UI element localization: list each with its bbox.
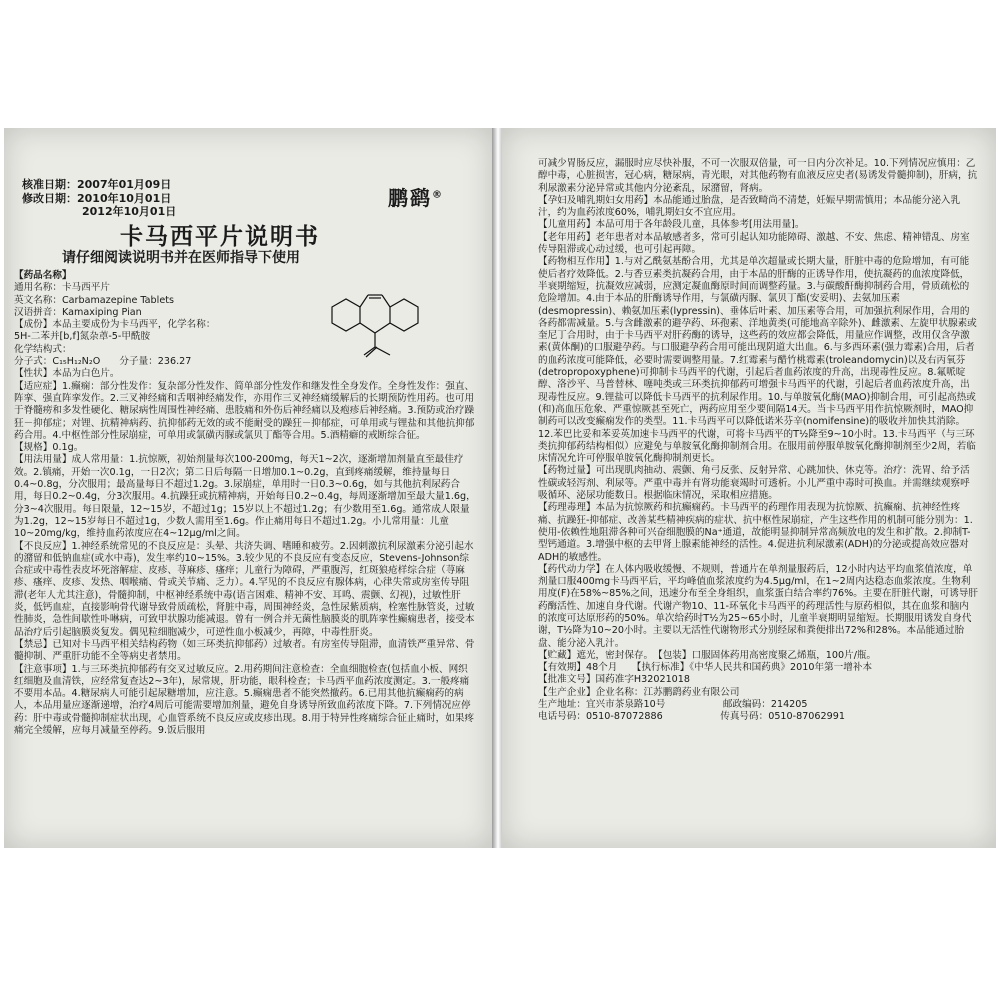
chemical-name: 5H-二苯并[b,f]氮杂䓬-5-甲酰胺 [14,331,151,343]
pregnancy-section: 【孕妇及哺乳期妇女用药】本品能通过胎盘，是否致畸尚不清楚，妊娠早期需慎用；本品能分泌入乳汁，约为血药浓度60%，哺乳期妇女不宜应用。 [538,194,961,219]
english-name: 英文名称：Carbamazepine Tablets [14,294,174,306]
manufacturer: 【生产企业】企业名称：江苏鹏鹞药业有限公司 [538,686,740,698]
approval-number: 【批准文号】国药准字H32021018 [538,674,690,686]
contraindications: 【禁忌】已知对卡马西平相关结构药物（如三环类抗抑郁药）过敏者。有房室传导阻滞，血清铁严重异常、骨髓抑制、严重肝功能不全等病史者禁用。 [14,638,475,663]
interactions-section: 【药物相互作用】1.与对乙酰氨基酚合用，尤其是单次超量或长期大量，肝脏中毒的危险增加，有可能使后者疗效降低。2.与香豆素类抗凝药合用，由于本品的肝酶的正诱导作用，使抗凝药的血浓度降低，半衰期缩短，抗凝效应减弱，应测定凝血酶原时间而调整药量。3.与碳酸酐酶抑制药合用，骨质疏松的危险增加。4.由于本品的肝酶诱导作用，与氯磺丙脲、氯贝丁酯(安妥明)、去氨加压素(desmopressin)、赖氨加压素(lypressin)、垂体后叶素、加压素等合用，可加强抗利尿作用，合用的各药都需减量。5.与含雌激素的避孕药、环孢素、洋地黄类(可能地高辛除外)、雌激素、左旋甲状腺素或奎尼丁合用时，由于卡马西平对肝药酶的诱导，这些药的效应都会降低，用量应作调整，改用仅含孕激素(黄体酮)的口服避孕药。与口服避孕药合用可能出现阴道大出血。6.与多西环素(强力霉素)合用，后者的血药浓度可能降低，必要时需要调整用量。7.红霉素与醋竹桃霉素(troleandomycin)以及右丙氧芬(detropropoxyphene)可抑制卡马西平的代谢，引起后者血药浓度的升高，出现毒性反应。8.氟哌啶醇、洛沙平、马普替林、噻吨类或三环类抗抑郁药可增强卡马西平的代谢，引起后者血药浓度升高，出现毒性反应。9.锂盐可以降低卡马西平的抗利尿作用。10.与单胺氧化酶(MAO)抑制合用，可引起高热或(和)高血压危象、严重惊厥甚至死亡，两药应用至少要间隔14天。当卡马西平用作抗惊厥剂时，MAO抑制药可以改变癫痫发作的类型。11.卡马西平可以降低诺米芬辛(nomifensine)的吸收并加快其消除。12.苯巴比妥和苯妥英加速卡马西平的代谢，可将卡马西平的T½降至9~10小时。13.卡马西平（与三环类抗抑郁药结构相似）应避免与单胺氧化酶抑制剂合用。在服用前停服单胺氧化酶抑制剂至少2周，若临床情况允许可停服单胺氧化酶抑制剂更长。 [538,256,977,465]
precautions: 【注意事项】1.与三环类抗抑郁药有交叉过敏反应。2.用药期间注意检查：全血细胞检查(包括血小板、网织红细胞及血清铁，应经常复查达2~3年)，尿常规，肝功能，眼科检查；卡马西平血药浓度测定。3.一般疼痛不要用本品。4.糖尿病人可能引起尿糖增加，应注意。5.癫痫患者不能突然撤药。6.已用其他抗癫痫药的病人，本品用量应逐渐递增，治疗4周后可能需要增加剂量，避免自身诱导所致血药浓度下降。7.下列情况应停药：肝中毒或骨髓抑制症状出现，心血管系统不良反应或皮疹出现。8.用于特异性疼痛综合征止痛时，如果疼痛完全缓解，应每月减量至停药。9.饭后服用 [14,663,475,736]
validity: 【有效期】48个月 [538,662,618,674]
composition: 【成份】本品主要成份为卡马西平，化学名称： [14,319,216,331]
postcode: 邮政编码：214205 [722,699,808,711]
storage: 【贮藏】遮光，密封保存。 [538,649,649,661]
package: 【包装】口服固体药用高密度聚乙烯瓶，100片/瓶。 [657,649,877,661]
page-fold [492,128,502,848]
structure-label: 化学结构式： [14,343,72,355]
revision-date-2: 2012年10月01日 [82,205,177,218]
molecular-formula: 分子式：C₁₅H₁₂N₂O 分子量：236.27 [14,356,192,368]
pinyin-name: 汉语拼音：Kamaxiping Pian [14,306,142,318]
dosage: 【用法用量】成人常用量：1.抗惊厥，初始剂量每次100-200mg，每天1~2次，逐渐增加剂量直至最佳疗效。2.镇痛，开始一次0.1g，一日2次；第二日后每隔一日增加0.1~0.2g，直到疼痛缓解，维持量每日0.4~0.8g，分次服用；最高量每日不超过1.2g。3.尿崩症，单用时一日0.3~0.6g，如与其他抗利尿药合用，每日0.2~0.4g，分3次服用。4.抗躁狂或抗精神病，开始每日0.2~0.4g，每周逐渐增加至最大量1.6g，分3~4次服用。每日限量，12~15岁，不超过1g；15岁以上不超过1.2g；有少数用至1.6g。通常成人限量为1.2g，12~15岁每日不超过1g，少数人需用至1.6g。作止痛用每日不超过1.2g。小儿常用量：儿童10~20mg/kg，维持血药浓度应在4~12μg/ml之间。 [14,454,476,540]
overdose-section: 【药物过量】可出现肌肉抽动、震颤、角弓反张、反射异常、心跳加快、休克等。治疗：洗胃、给予活性碳或轻泻剂、利尿等。严重中毒并有肾功能衰竭时可透析。小儿严重中毒时可换血。并需继续观察呼吸循环、泌尿功能数日。根据临床情况，采取相应措施。 [538,465,970,502]
appearance: 【性状】本品为白色片。 [14,368,120,380]
children-section: 【儿童用药】本品可用于各年龄段儿童，具体参考[用法用量]。 [538,219,805,231]
pharmacokinetics-section: 【药代动力学】在人体内吸收缓慢、不规则，普通片在单剂量服药后，12小时内达平均血浆值浓度，单剂量口服400mg卡马西平后，平均峰值血浆浓度约为4.5μg/ml，在1~2周内达稳态血浆浓度。生物利用度(F)在58%~85%之间，迅速分布至全身组织，血浆蛋白结合率约76%。主要在肝脏代谢，可诱导肝药酶活性、加速自身代谢。代谢产物10、11-环氧化卡马西平的药理活性与原药相似，其在血浆和脑内的浓度可达原形药的50%。单次给药时T½为25~65小时，儿童半衰期明显缩短。长期服用诱发自身代谢，T½降为10~20小时。主要以无活性代谢物形式分别经尿和粪便排出72%和28%。本品能通过胎盘、能分泌入乳汁。 [538,563,978,649]
phone: 电话号码：0510-87072886 [538,711,663,723]
brand-logo: 鹏鹞® [388,186,444,210]
right-column [538,158,978,724]
document-title: 卡马西平片说明书 [120,224,320,250]
standard: 【执行标准】《中华人民共和国药典》2010年第一增补本 [636,662,873,674]
approval-date: 核准日期：2007年01月09日 [22,178,172,191]
continued-precautions: 可减少胃肠反应，漏服时应尽快补服，不可一次服双倍量，可一日内分次补足。10.下列情况应慎用：乙醇中毒，心脏损害，冠心病，糖尿病，青光眼，对其他药物有血液反应史者(易诱发骨髓抑制)，肝病，抗利尿激素分泌异常或其他内分泌紊乱，尿潴留，肾病。 [538,158,978,194]
specification: 【规格】0.1g。 [14,442,84,454]
date-block [22,178,176,219]
indications: 【适应症】1.癫痫：部分性发作：复杂部分性发作、简单部分性发作和继发性全身发作。全身性发作：强直、阵挛、强直阵挛发作。2.三叉神经痛和舌咽神经痛发作，亦用作三叉神经痛缓解后的长期预防性用药。也可用于脊髓痨和多发性硬化、糖尿病性周围性神经痛、患肢痛和外伤后神经痛以及疱疹后神经痛。3.预防或治疗躁狂－抑郁症；对锂、抗精神病药、抗抑郁药无效的或不能耐受的躁狂－抑郁症，可单用或与锂盐和其他抗抑郁药合用。4.中枢性部分性尿崩症，可单用或氯磺丙脲或氯贝丁酯等合用。5.酒精癖的戒断综合征。 [14,380,475,441]
address: 生产地址：宜兴市茶泉路10号 [538,699,666,711]
chemical-structure-diagram [322,285,442,365]
revision-date-1: 修改日期：2010年10月01日 [22,191,172,205]
section-name-head: 【药品名称】 [14,270,72,281]
pharmacology-section: 【药理毒理】本品为抗惊厥药和抗癫痫药。卡马西平的药理作用表现为抗惊厥、抗癫痫、抗神经性疼痛、抗躁狂-抑郁症、改善某些精神疾病的症状、抗中枢性尿崩症，产生这些作用的机制可能分别为：1.使用-依赖性地阻滞各种可兴奋细胞膜的Na⁺通道，故能明显抑制异常高频放电的发生和扩散。2.抑制T-型钙通道。3.增强中枢的去甲肾上腺素能神经的活性。4.促进抗利尿激素(ADH)的分泌或提高效应器对ADH的敏感性。 [538,502,973,563]
document-subtitle: 请仔细阅读说明书并在医师指导下使用 [62,250,300,266]
generic-name: 通用名称：卡马西平片 [14,282,110,294]
adverse-reactions: 【不良反应】1.神经系统常见的不良反应是：头晕、共济失调、嗜睡和疲劳。2.因刺激抗利尿激素分泌引起水的潴留和低钠血症(或水中毒)，发生率约10~15%。3.较少见的不良反应有变态反应，Stevens-Johnson综合症或中毒性表皮坏死溶解症、皮疹、荨麻疹、瘙痒；儿童行为障碍，严重腹泻，红斑狼疮样综合症（荨麻疹、瘙痒、皮疹、发热、咽喉痛、骨或关节痛、乏力）。4.罕见的不良反应有腺体病，心律失常或房室传导阻滞(老年人尤其注意)，骨髓抑制，中枢神经系统中毒(语言困难、精神不安、耳鸣、震颤、幻视)，过敏性肝炎，低钙血症，直接影响骨代谢导致骨质疏松，肾脏中毒，周围神经炎，急性尿紫质病，栓塞性脉管炎，过敏性肺炎，急性间歇性卟啉病，可致甲状腺功能减退。曾有一例合并无菌性脑膜炎的肌阵挛性癫痫患者，接受本品治疗后引起脑膜炎复发。偶见粒细胞减少，可逆性血小板减少，再障，中毒性肝炎。 [14,540,475,638]
fax: 传真号码：0510-87062991 [720,711,845,723]
elderly-section: 【老年用药】老年患者对本品敏感者多，常可引起认知功能障碍、激越、不安、焦虑、精神错乱、房室传导阻滞或心动过缓，也可引起再障。 [538,231,970,256]
